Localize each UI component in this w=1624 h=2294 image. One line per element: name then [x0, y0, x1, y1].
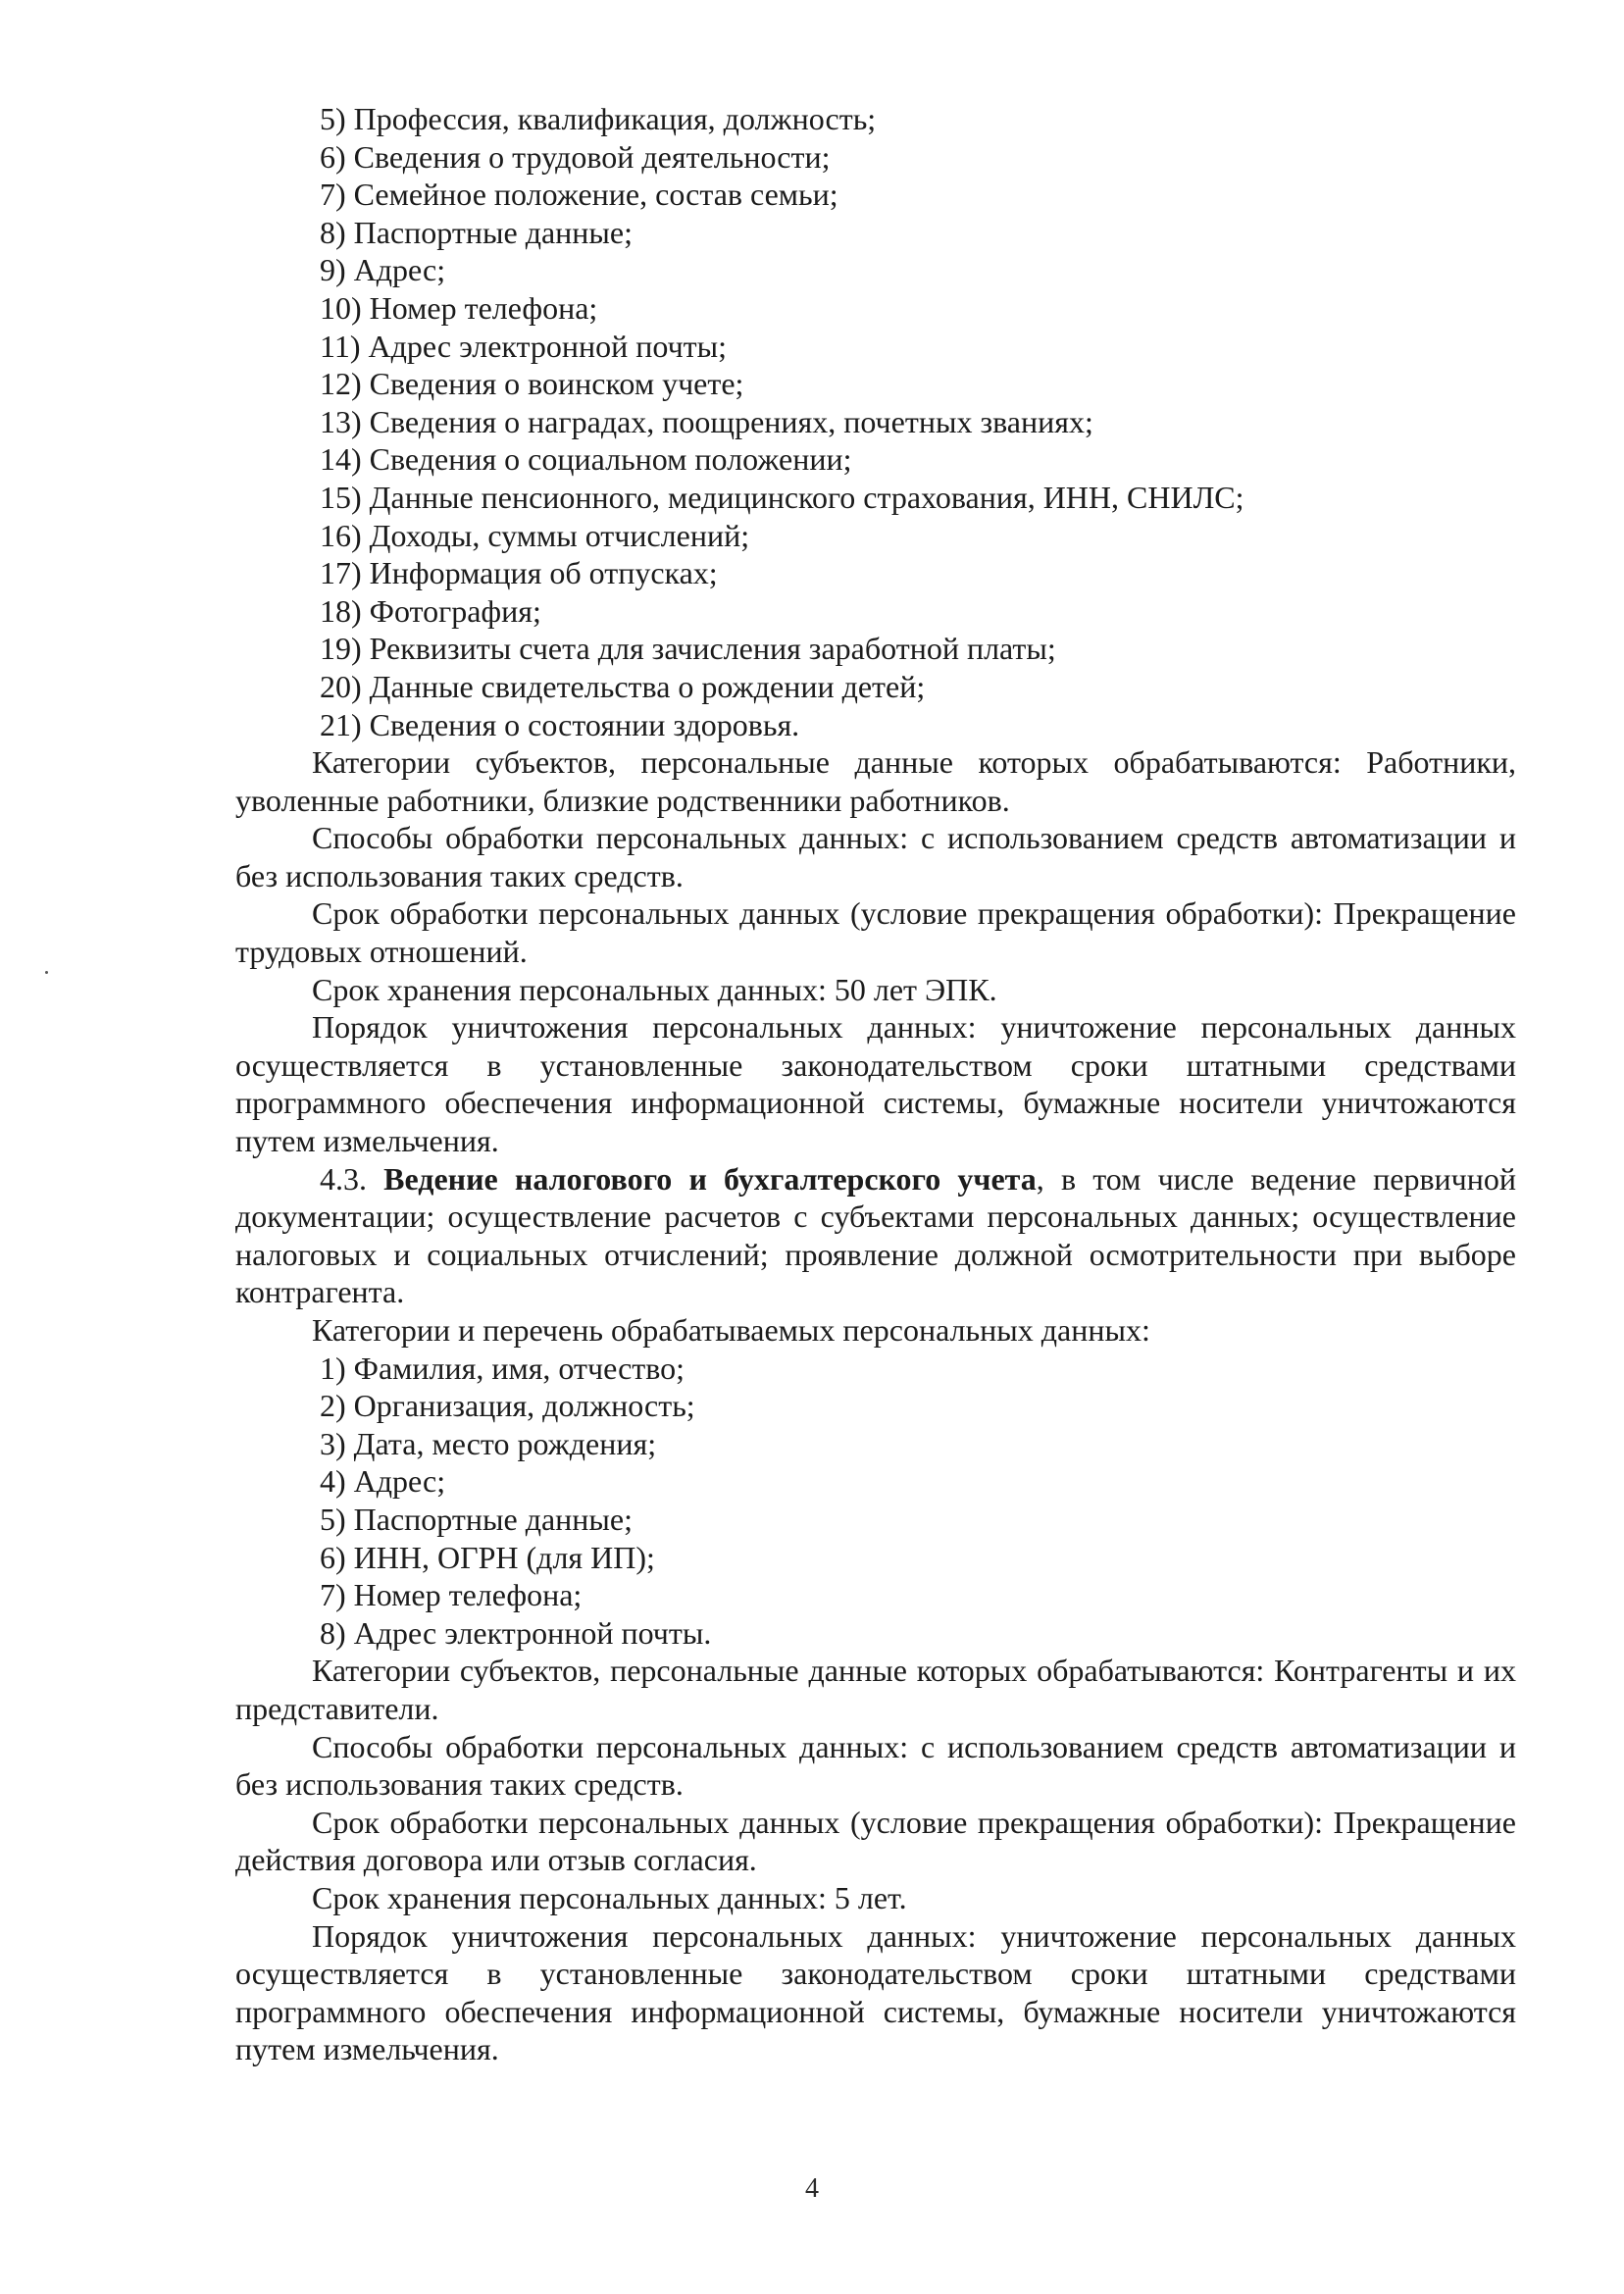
list-item: 18) Фотография; [320, 592, 541, 629]
destruction-paragraph-employees: Порядок уничтожения персональных данных: уничтожение персональных данных осуществляется в установленные законодательством сроки штатными средствами программного обеспечения информационной системы, бумажные носители уничтожаются путем измельчения. [235, 1009, 1516, 1159]
list-item: 8) Адрес электронной почты. [320, 1614, 712, 1651]
list-item: 4) Адрес; [320, 1463, 446, 1500]
section-4-3-paragraph [235, 1160, 1516, 1311]
list-item: 13) Сведения о наградах, поощрениях, почетных званиях; [320, 403, 1093, 439]
methods-paragraph-contractors: Способы обработки персональных данных: с использованием средств автоматизации и без использования таких средств. [235, 1728, 1516, 1803]
list-item: 7) Номер телефона; [320, 1577, 583, 1613]
list-item: 2) Организация, должность; [320, 1388, 695, 1424]
storage-paragraph-employees: Срок хранения персональных данных: 50 лет ЭПК. [312, 971, 997, 1007]
list-personal-data-contractors [235, 1350, 1516, 1653]
list-item: 3) Дата, место рождения; [320, 1425, 657, 1461]
scan-speck [45, 971, 48, 974]
list-item: 16) Доходы, суммы отчислений; [320, 517, 750, 553]
list-item: 9) Адрес; [320, 252, 446, 288]
destruction-paragraph-contractors: Порядок уничтожения персональных данных: уничтожение персональных данных осуществляется в установленные законодательством сроки штатными средствами программного обеспечения информационной системы, бумажные носители уничтожаются путем измельчения. [235, 1917, 1516, 2067]
subjects-paragraph-employees: Категории субъектов, персональные данные которых обрабатываются: Работники, уволенные работники, близкие родственники работников. [235, 744, 1516, 818]
list-item: 15) Данные пенсионного, медицинского страхования, ИНН, СНИЛС; [320, 479, 1244, 515]
term-paragraph-employees: Срок обработки персональных данных (условие прекращения обработки): Прекращение трудовых отношений. [235, 895, 1516, 970]
subjects-paragraph-contractors: Категории субъектов, персональные данные которых обрабатываются: Контрагенты и их представители. [235, 1653, 1516, 1726]
list-item: 6) Сведения о трудовой деятельности; [320, 138, 831, 175]
list-item: 21) Сведения о состоянии здоровья. [320, 706, 800, 742]
list-item: 17) Информация об отпусках; [320, 555, 718, 591]
list-item: 19) Реквизиты счета для зачисления заработной платы; [320, 631, 1056, 667]
section-number: 4.3. [320, 1160, 367, 1197]
section-title: Ведение налогового и бухгалтерского учета [383, 1160, 1037, 1197]
list-item: 1) Фамилия, имя, отчество; [320, 1350, 685, 1386]
section-text: , в том числе ведение первичной документации; осуществление расчетов с субъектами персональных данных; осуществление налоговых и социальных отчислений; проявление должной осмотрительности при выборе контрагента. [235, 1160, 1517, 1310]
list-item: 10) Номер телефона; [320, 289, 598, 326]
list-item: 8) Паспортные данные; [320, 214, 634, 250]
list-item: 20) Данные свидетельства о рождении детей; [320, 668, 926, 704]
list-item: 5) Паспортные данные; [320, 1501, 634, 1537]
methods-paragraph-employees: Способы обработки персональных данных: с использованием средств автоматизации и без использования таких средств. [235, 820, 1516, 893]
list-item: 11) Адрес электронной почты; [320, 328, 728, 364]
list-item: 5) Профессия, квалификация, должность; [320, 101, 877, 136]
categories-heading: Категории и перечень обрабатываемых персональных данных: [312, 1312, 1150, 1348]
term-paragraph-contractors: Срок обработки персональных данных (условие прекращения обработки): Прекращение действия договора или отзыв согласия. [235, 1804, 1516, 1878]
list-personal-data-employees [235, 100, 1516, 743]
list-item: 6) ИНН, ОГРН (для ИП); [320, 1539, 655, 1575]
storage-paragraph-contractors: Срок хранения персональных данных: 5 лет. [312, 1879, 907, 1915]
page-number: 4 [805, 2173, 819, 2204]
list-item: 12) Сведения о воинском учете; [320, 366, 744, 402]
list-item: 14) Сведения о социальном положении; [320, 441, 852, 478]
list-item: 7) Семейное положение, состав семьи; [320, 177, 838, 213]
document-body [235, 100, 1516, 2068]
